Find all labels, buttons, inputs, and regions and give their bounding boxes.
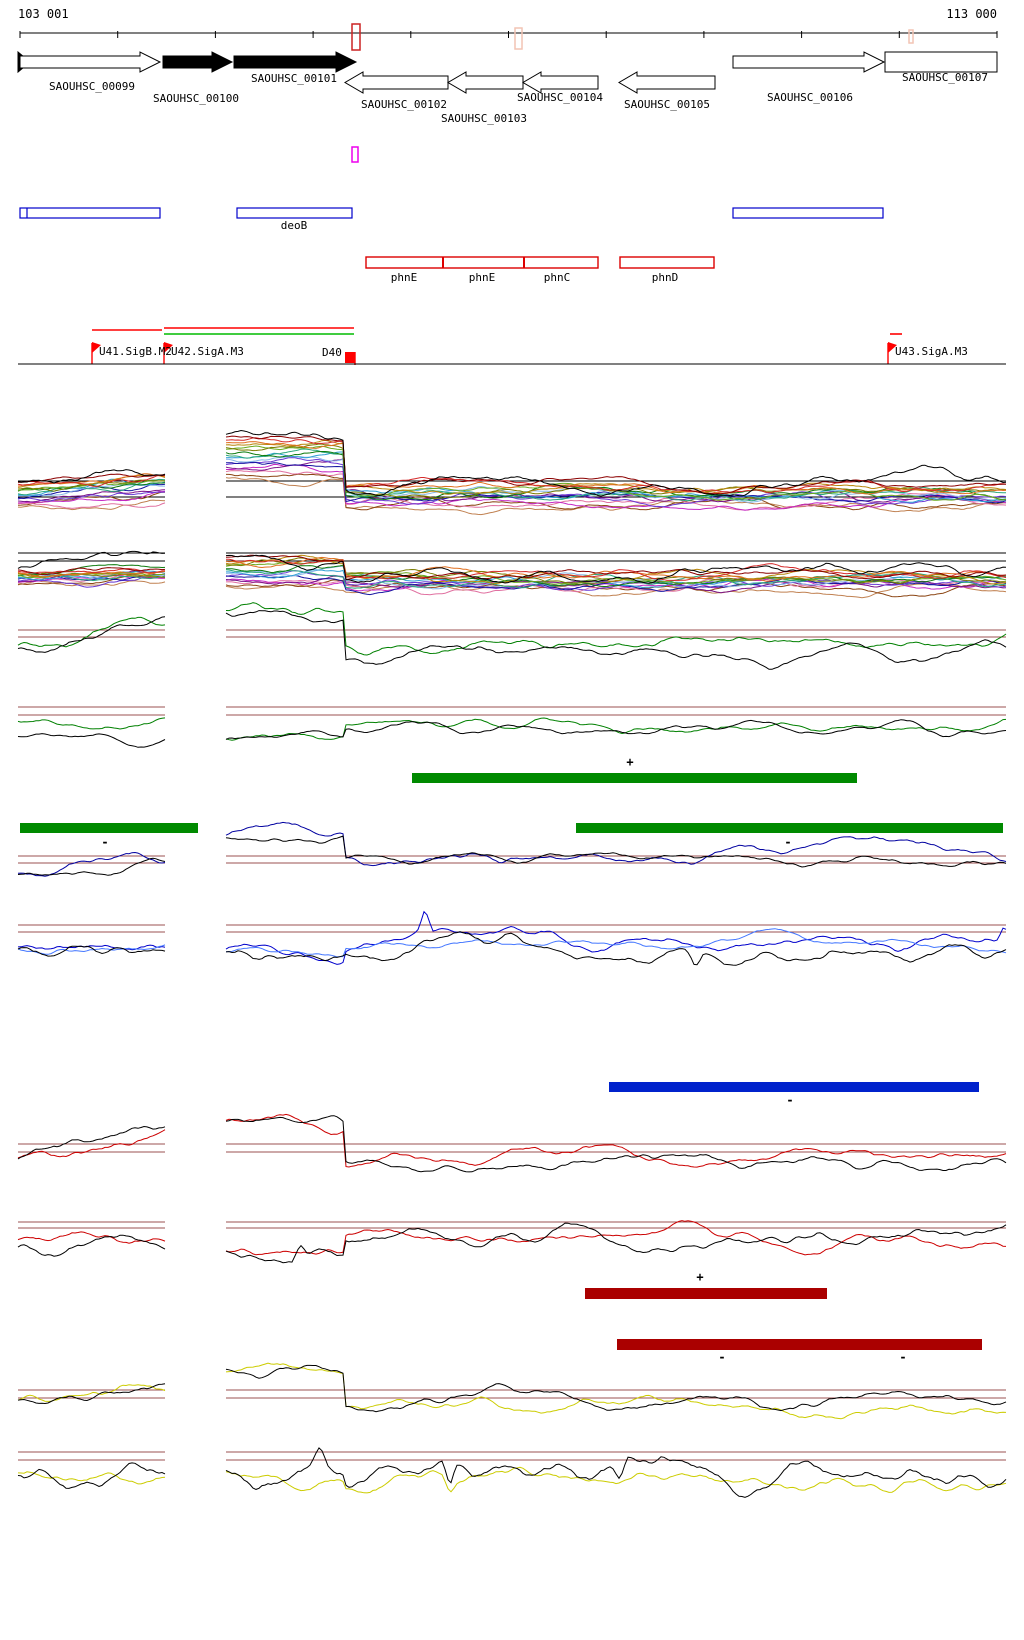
signal-trace [18, 734, 165, 748]
pink-outline-mark[interactable] [909, 30, 913, 43]
strand-sign: - [784, 835, 792, 849]
view-start-coordinate: 103 001 [18, 7, 69, 21]
red-region-box[interactable] [366, 257, 598, 268]
strand-sign: + [696, 1270, 704, 1284]
gene-label: SAOUHSC_00099 [48, 80, 136, 93]
signal-trace [18, 1472, 165, 1484]
signal-trace [226, 1365, 1006, 1411]
red-box-label: phnD [651, 271, 679, 284]
annotation-flag-label: U43.SigA.M3 [895, 345, 968, 358]
signal-trace [18, 503, 165, 509]
red-outline-mark[interactable] [352, 24, 360, 50]
gene-label: SAOUHSC_00101 [250, 72, 338, 85]
annotation-flag-label: U42.SigA.M3 [171, 345, 244, 358]
blue-region-box[interactable] [20, 208, 160, 218]
gene-label: SAOUHSC_00106 [766, 91, 854, 104]
minus-strand-blue-bar[interactable] [609, 1082, 979, 1092]
signal-trace [18, 718, 165, 729]
minus-strand-green-bar[interactable] [20, 823, 198, 833]
signal-trace [226, 1467, 1006, 1493]
minus-strand-darkred-bar[interactable] [617, 1339, 982, 1350]
red-region-box[interactable] [620, 257, 714, 268]
gene-arrow[interactable] [448, 72, 523, 93]
gene-label: SAOUHSC_00100 [152, 92, 240, 105]
strand-sign: - [899, 1350, 907, 1364]
annotation-flag-label: D40 [322, 346, 342, 359]
minus-strand-green-bar[interactable] [576, 823, 1003, 833]
signal-trace [18, 1384, 165, 1404]
gene-label: SAOUHSC_00107 [901, 71, 989, 84]
magenta-mark[interactable] [352, 147, 358, 162]
gene-label: SAOUHSC_00103 [440, 112, 528, 125]
gene-arrow[interactable] [20, 52, 160, 72]
signal-trace [226, 1448, 1006, 1498]
blue-region-box[interactable] [237, 208, 352, 218]
pink-outline-mark[interactable] [515, 28, 522, 49]
d40-flag-icon[interactable] [345, 352, 355, 363]
signal-trace [226, 932, 1006, 966]
red-box-label: phnE [468, 271, 496, 284]
strand-sign: - [718, 1350, 726, 1364]
annotation-flag-label: U41.SigB.M2 [99, 345, 172, 358]
gene-arrow[interactable] [523, 72, 598, 93]
gene-arrow[interactable] [234, 52, 356, 72]
plus-strand-darkred-bar[interactable] [585, 1288, 827, 1299]
signal-trace [226, 1363, 1006, 1419]
signal-trace [18, 617, 165, 646]
gene-arrow[interactable] [345, 72, 448, 93]
gene-label: SAOUHSC_00105 [623, 98, 711, 111]
signal-trace [226, 603, 1006, 655]
blue-box-label: deoB [280, 219, 308, 232]
blue-region-box[interactable] [733, 208, 883, 218]
gene-label: SAOUHSC_00102 [360, 98, 448, 111]
red-box-label: phnE [390, 271, 418, 284]
gene-label: SAOUHSC_00104 [516, 91, 604, 104]
signal-trace [18, 617, 165, 653]
gene-arrow[interactable] [733, 52, 884, 72]
gene-box[interactable] [885, 52, 997, 72]
gene-arrow[interactable] [163, 52, 232, 72]
red-box-label: phnC [543, 271, 571, 284]
strand-sign: - [101, 835, 109, 849]
signal-trace [18, 500, 165, 510]
signal-trace [226, 611, 1006, 670]
strand-sign: - [786, 1093, 794, 1107]
strand-sign: + [626, 755, 634, 769]
view-end-coordinate: 113 000 [946, 7, 997, 21]
plus-strand-green-bar[interactable] [412, 773, 857, 783]
signal-trace [226, 1223, 1006, 1263]
signal-trace [18, 1127, 165, 1160]
gene-arrow[interactable] [619, 72, 715, 93]
